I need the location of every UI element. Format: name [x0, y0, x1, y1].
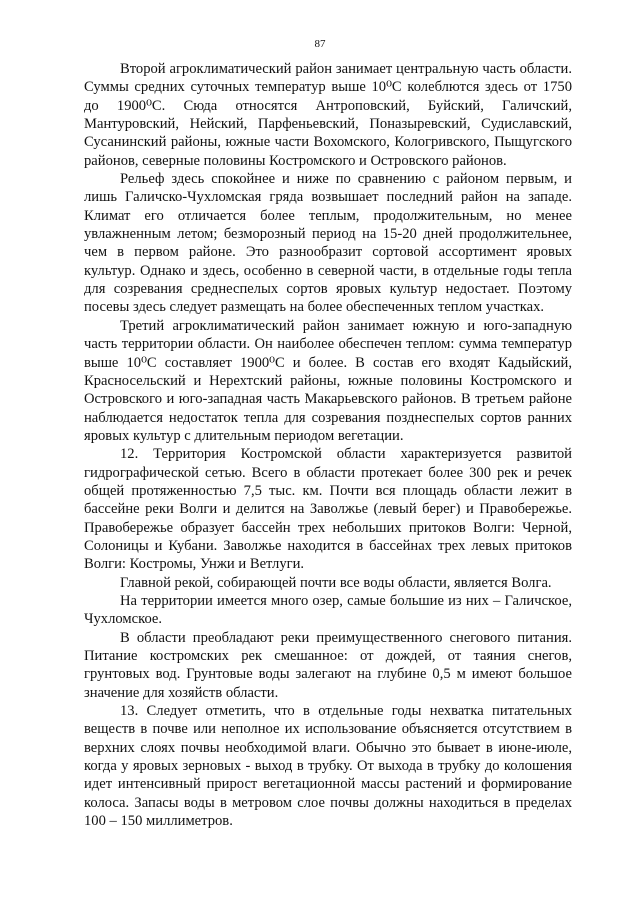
paragraph-river-feeding: В области преобладают реки преимущественного снегового питания. Питание костромских рек смешанное: от дождей, от таяния снегов, грунтовых вод. Грунтовые воды залегают на глубине 0,5 м имеют большое значение для хозяйств области.: [84, 629, 572, 701]
paragraph-third-agroclimatic-region: Третий агроклиматический район занимает южную и юго-западную часть территории области. Он наиболее обеспечен теплом: сумма температур выше 10⁰С составляет 1900⁰С и более. В состав его входят Кадыйский, Красносельский и Нерехтский районы, южные половины Костромского и Островского и юго-западная часть Макарьевского районов. В третьем районе наблюдается недостаток тепла для созревания позднеспелых сортов ранних яровых культур с длительным периодом вегетации.: [84, 317, 572, 444]
page-number: 87: [314, 38, 326, 50]
paragraph-relief: Рельеф здесь спокойнее и ниже по сравнению с районом первым, и лишь Галичско-Чухломская гряда возвышает последний район на западе. Климат его отличается более теплым, продолжительным, но менее увлажненным летом; безморозный период на 15-20 дней продолжительнее, чем в первом районе. Это разнообразит сортовой ассортимент яровых культур. Однако и здесь, особенно в северной части, в отдельные годы тепла для созревания среднеспелых сортов яровых культур недостает. Поэтому посевы здесь следует размещать на более обеспеченных теплом участках.: [84, 171, 572, 316]
document-body: [84, 60, 572, 830]
paragraph-main-river: Главной рекой, собирающей почти все воды области, является Волга.: [120, 574, 552, 591]
paragraph-hydrographic-network: 12. Территория Костромской области характеризуется развитой гидрографической сетью. Всего в области протекает более 300 рек и речек общей протяженностью 7,5 тыс. км. Почти вся площадь области лежит в бассейне реки Волги и делится на Заволжье (левый берег) и Правобережье. Правобережье образует бассейн трех небольших притоков Волги: Черной, Солоницы и Кубани. Заволжье находится в бассейнах трех левых притоков Волги: Костромы, Унжи и Ветлуги.: [84, 446, 572, 573]
paragraph-second-agroclimatic-region: Второй агроклиматический район занимает центральную часть области. Суммы средних суточных температур выше 10⁰С колеблются здесь от 1750 до 1900⁰С. Сюда относятся Антроповский, Буйский, Галичский, Мантуровский, Нейский, Парфеньевский, Поназыревский, Судиславский, Сусанинский районы, южные части Вохомского, Кологривского, Пыщугского районов, северные половины Костромского и Островского районов.: [84, 61, 572, 169]
paragraph-lakes: На территории имеется много озер, самые большие из них – Галичское, Чухломское.: [84, 592, 572, 628]
paragraph-soil-moisture: 13. Следует отметить, что в отдельные годы нехватка питательных веществ в почве или неполное их использование объясняется отсутствием в верхних слоях почвы необходимой влаги. Обычно это бывает в июне-июле, когда у яровых зерновых - выход в трубку. От выхода в трубку до колошения идет интенсивный прирост вегетационной массы растений и формирование колоса. Запасы воды в метровом слое почвы должны находиться в пределах 100 – 150 миллиметров.: [84, 703, 572, 830]
